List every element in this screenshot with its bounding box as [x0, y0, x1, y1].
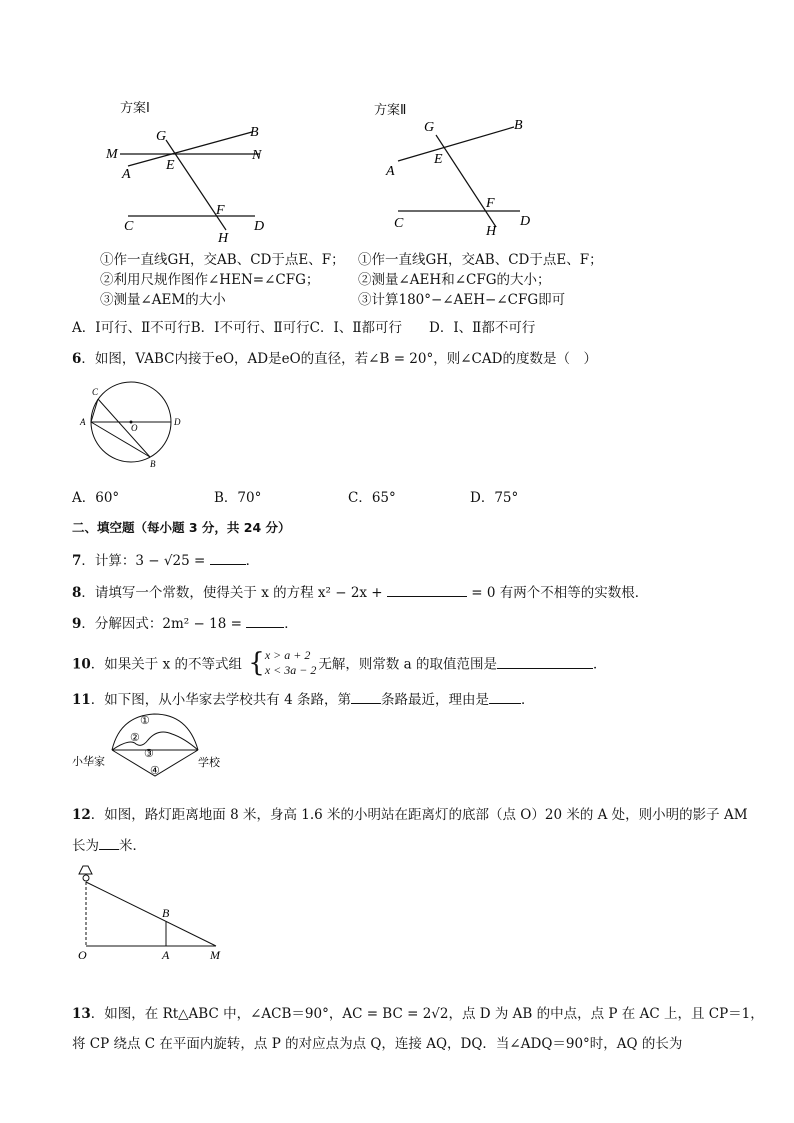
q6-option-b: B．70° [214, 490, 262, 506]
path-3-label: ③ [144, 748, 154, 760]
q13-line1 [72, 1002, 764, 1022]
q12-text-1: ．如图，路灯距离地面 8 米，身高 1.6 米的小明站在距离灯的底部（点 O）20 米的 A 处，则小明的影子 AM [90, 807, 748, 823]
q10-system: {x > a + 2 x < 3a − 2 [248, 648, 317, 678]
q12-number: 12 [72, 807, 91, 823]
label-c: C [394, 216, 404, 231]
q11-number: 11 [72, 692, 91, 708]
scheme1-diagram [100, 118, 280, 248]
scheme1-step3: ③测量∠AEM的大小 [100, 292, 226, 308]
label-b: B [150, 459, 156, 469]
label-o: O [78, 948, 87, 962]
q8-pre: ．请填写一个常数，使得关于 x 的方程 x² − 2x + [81, 585, 387, 601]
q9-answer-blank[interactable] [246, 615, 284, 628]
label-b: B [162, 906, 170, 920]
line-ab [398, 127, 514, 161]
q13-number: 13 [72, 1006, 91, 1022]
label-o: O [131, 423, 138, 433]
label-g: G [424, 120, 435, 135]
q8-post: = 0 有两个不相等的实数根． [466, 585, 649, 601]
q5-options: A．Ⅰ可行、Ⅱ不可行B．Ⅰ不可行、Ⅱ可行C．Ⅰ、Ⅱ都可行 D．Ⅰ、Ⅱ都不可行 [72, 320, 536, 336]
label-m: M [106, 147, 118, 162]
scheme2-title: 方案Ⅱ [374, 103, 407, 118]
q9-pre: ．分解因式：2m² − 18 = [81, 616, 247, 632]
q10-answer-blank[interactable] [497, 656, 593, 669]
scheme1-title: 方案Ⅰ [120, 101, 150, 116]
q10-inequality-1: x > a + 2 [264, 648, 311, 662]
scheme2-step3: ③计算180°−∠AEH−∠CFG即可 [358, 292, 566, 308]
q12-text-2: 长为 [72, 838, 99, 854]
line-gh [436, 135, 496, 227]
path-1 [112, 714, 198, 750]
label-e: E [166, 158, 175, 173]
q12-answer-blank[interactable] [99, 837, 119, 850]
q11-route-diagram [72, 710, 228, 792]
label-c: C [124, 219, 134, 234]
q8-answer-blank[interactable] [387, 584, 467, 597]
q7-question [72, 549, 259, 569]
q10-pre: ．如果关于 x 的不等式组 [90, 656, 242, 673]
line-ab [128, 132, 252, 166]
label-m: M [210, 948, 220, 962]
q7-number: 7 [72, 553, 82, 569]
q12-line2 [72, 834, 146, 854]
scheme2-step1: ①作一直线GH，交AB、CD于点E、F； [358, 252, 603, 268]
q11-blank-reason[interactable] [489, 691, 521, 704]
q6-text: ．如图，VABC内接于eO，AD是eO的直径，若∠B = 20°，则∠CAD的度数是（ ） [81, 351, 597, 367]
q7-pre: ．计算：3 − √25 = [81, 553, 210, 569]
path-2 [112, 732, 198, 750]
label-a: A [80, 417, 86, 427]
q6-question [72, 347, 597, 367]
q8-question [72, 581, 648, 601]
light-ray [86, 882, 216, 946]
label-b: B [514, 118, 523, 133]
path-2-label: ② [130, 732, 140, 744]
scheme2-step2: ②测量∠AEH和∠CFG的大小； [358, 272, 551, 288]
scheme1-step1: ①作一直线GH，交AB、CD于点E、F； [100, 252, 345, 268]
label-f: F [486, 196, 495, 211]
label-h: H [486, 224, 497, 239]
label-g: G [156, 129, 167, 144]
q9-post: ． [284, 616, 298, 632]
home-label: 小华家 [72, 755, 105, 768]
q10-question [72, 650, 607, 680]
q8-number: 8 [72, 585, 82, 601]
label-f: F [216, 203, 225, 218]
label-c: C [92, 387, 99, 397]
scheme1-step2: ②利用尺规作图作∠HEN=∠CFG； [100, 272, 320, 288]
q6-number: 6 [72, 351, 82, 367]
section-2-heading: 二、填空题（每小题 3 分，共 24 分） [72, 520, 291, 535]
q12-lamp-diagram [72, 862, 232, 962]
q10-post: ． [593, 656, 607, 673]
label-e: E [434, 152, 443, 167]
label-d: D [254, 219, 265, 234]
q12-line1 [72, 803, 748, 823]
q11-post: ． [520, 692, 535, 708]
q6-option-c: C．65° [348, 490, 396, 506]
q9-number: 9 [72, 616, 82, 632]
q10-inequality-2: x < 3a − 2 [264, 663, 317, 677]
q10-mid: 无解，则常数 a 的取值范围是 [318, 656, 498, 673]
chord-ab [91, 422, 150, 457]
label-a: A [122, 167, 131, 182]
label-d: D [520, 214, 531, 229]
path-1-label: ① [140, 715, 150, 727]
lamp-icon [79, 866, 92, 874]
label-d: D [174, 417, 181, 427]
q11-mid: 条路最近，理由是 [380, 692, 489, 708]
chord-cb [98, 399, 150, 457]
q7-post: ． [245, 553, 260, 569]
q11-question [72, 688, 534, 708]
school-label: 学校 [198, 756, 220, 769]
q6-option-a: A．60° [72, 490, 120, 506]
label-h: H [218, 231, 229, 246]
q13-text-1: ．如图，在 Rt△ABC 中，∠ACB＝90°，AC = BC = 2√2，点 D 为 AB 的中点，点 P 在 AC 上，且 CP＝1， [90, 1006, 764, 1022]
q13-line2: 将 CP 绕点 C 在平面内旋转，点 P 的对应点为点 Q，连接 AQ，DQ．当∠ADQ＝90°时，AQ 的长为 [72, 1036, 683, 1052]
label-b: B [250, 125, 259, 140]
q12-text-3: 米． [119, 838, 146, 854]
chord-ac [91, 399, 98, 422]
q10-number: 10 [72, 656, 91, 673]
label-a: A [162, 948, 170, 962]
scheme2-diagram [380, 115, 550, 245]
q6-option-d: D．75° [470, 490, 519, 506]
q6-circle-diagram [74, 380, 194, 470]
q9-question [72, 612, 298, 632]
path-4-label: ④ [150, 765, 160, 777]
lamp-bulb [83, 875, 89, 881]
label-a: A [386, 164, 395, 179]
q11-text: ．如下图，从小华家去学校共有 4 条路，第 [90, 692, 351, 708]
q11-blank-path[interactable] [351, 691, 381, 704]
q7-answer-blank[interactable] [210, 552, 246, 565]
label-n: N [252, 148, 262, 163]
